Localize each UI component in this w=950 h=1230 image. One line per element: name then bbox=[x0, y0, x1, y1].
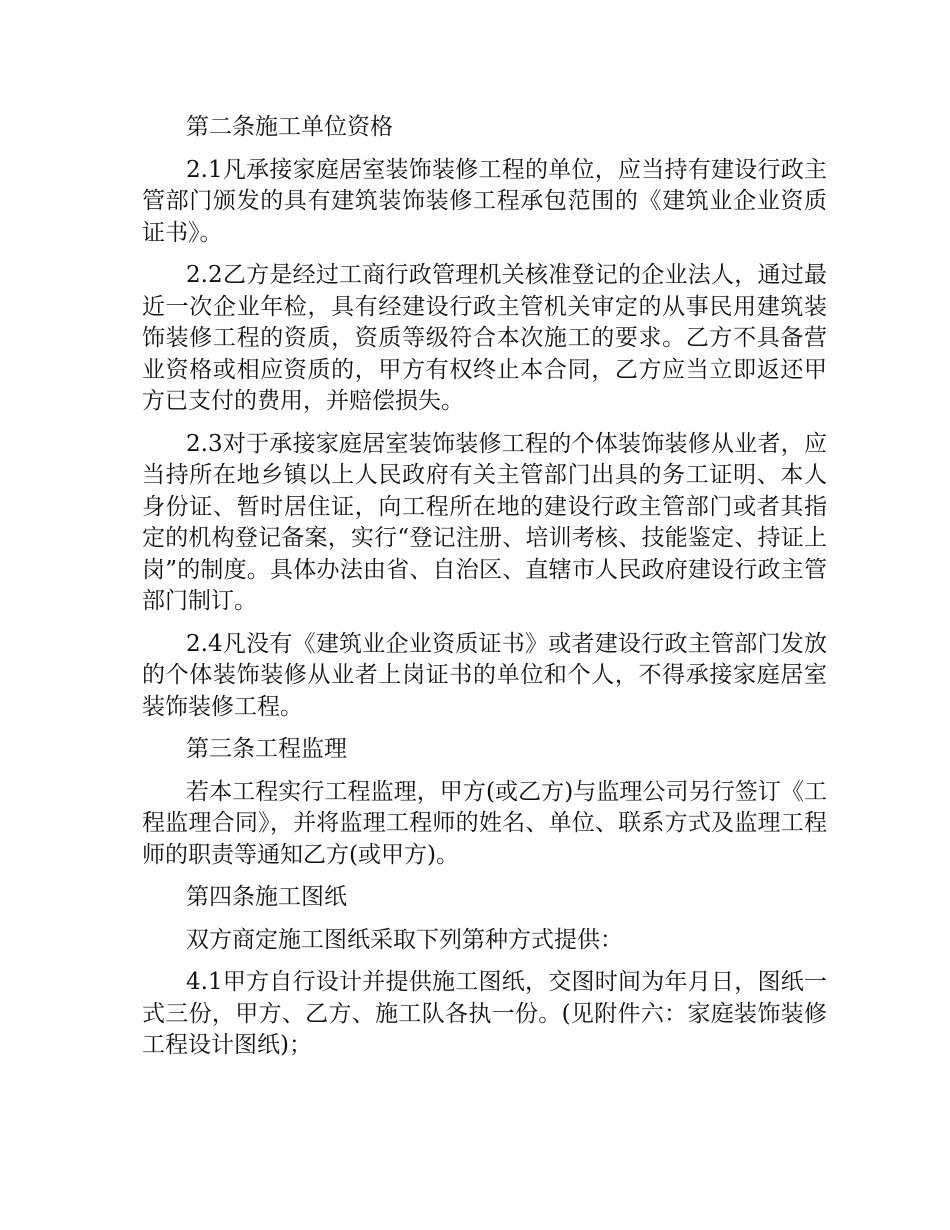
section-heading-3: 第三条工程监理 bbox=[186, 736, 347, 762]
document-body bbox=[142, 112, 827, 1073]
paragraph-3: 若本工程实行工程监理，甲方(或乙方)与监理公司另行签订《工程监理合同》，并将监理工程师的姓名、单位、联系方式及监理工程师的职责等通知乙方(或甲方)。 bbox=[142, 778, 827, 868]
section-heading-2: 第二条施工单位资格 bbox=[186, 114, 393, 140]
paragraph-4-1: 4.1甲方自行设计并提供施工图纸，交图时间为年月日，图纸一式三份，甲方、乙方、施工队各执一份。(见附件六：家庭装饰装修工程设计图纸)； bbox=[142, 969, 827, 1058]
paragraph-2-1: 2.1凡承接家庭居室装饰装修工程的单位，应当持有建设行政主管部门颁发的具有建筑装饰装修工程承包范围的《建筑业企业资质证书》。 bbox=[142, 156, 827, 246]
paragraph-4-intro: 双方商定施工图纸采取下列第种方式提供： bbox=[186, 926, 623, 953]
paragraph-2-4: 2.4凡没有《建筑业企业资质证书》或者建设行政主管部门发放的个体装饰装修从业者上岗证书的单位和个人，不得承接家庭居室装饰装修工程。 bbox=[142, 630, 827, 720]
paragraph-2-2: 2.2乙方是经过工商行政管理机关核准登记的企业法人，通过最近一次企业年检，具有经建设行政主管机关审定的从事民用建筑装饰装修工程的资质，资质等级符合本次施工的要求。乙方不具备营业资格或相应资质的，甲方有权终止本合同，乙方应当立即返还甲方已支付的费用，并赔偿损失。 bbox=[142, 262, 827, 414]
paragraph-2-3: 2.3对于承接家庭居室装饰装修工程的个体装饰装修从业者，应当持所在地乡镇以上人民政府有关主管部门出具的务工证明、本人身份证、暂时居住证，向工程所在地的建设行政主管部门或者其指定的机构登记备案，实行“登记注册、培训考核、技能鉴定、持证上岗”的制度。具体办法由省、自治区、直辖市人民政府建设行政主管部门制订。 bbox=[142, 430, 827, 614]
section-heading-4: 第四条施工图纸 bbox=[186, 884, 347, 910]
